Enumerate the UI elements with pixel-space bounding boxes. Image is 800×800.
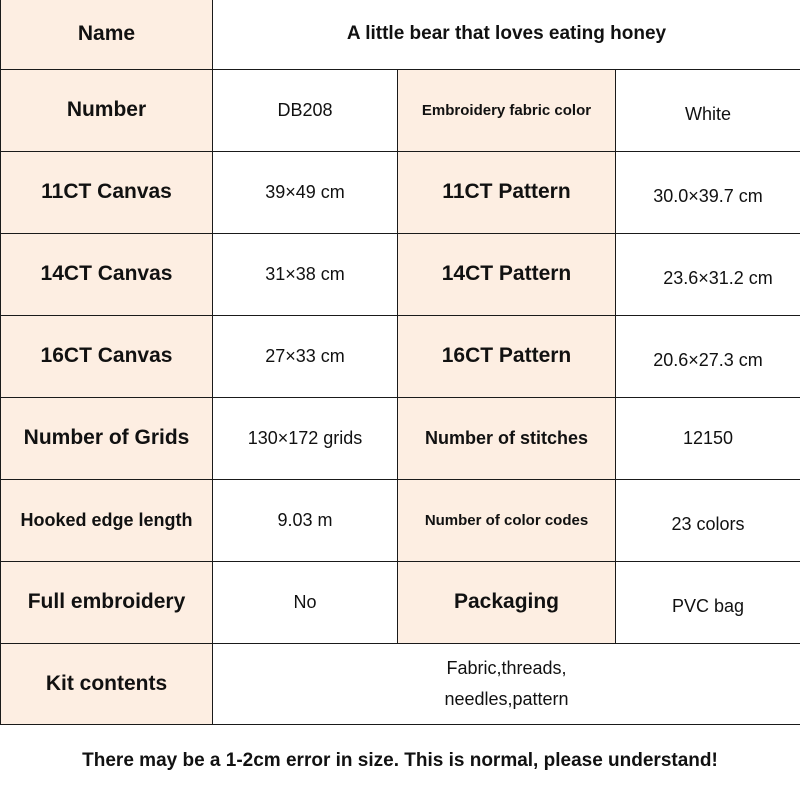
canvas-16ct-label: 16CT Canvas [1, 315, 213, 397]
canvas-16ct-value: 27×33 cm [213, 315, 398, 397]
edge-length-value: 9.03 m [213, 479, 398, 561]
name-value: A little bear that loves eating honey [213, 0, 800, 69]
row-14ct [1, 233, 800, 315]
grids-value: 130×172 grids [213, 397, 398, 479]
pattern-16ct-text: 20.6×27.3 cm [653, 349, 763, 370]
edge-length-label: Hooked edge length [1, 479, 213, 561]
name-label: Name [1, 0, 213, 69]
packaging-text: PVC bag [671, 595, 745, 616]
row-name [1, 0, 800, 69]
packaging-label: Packaging [398, 561, 616, 643]
full-embroidery-value: No [213, 561, 398, 643]
pattern-16ct-label: 16CT Pattern [398, 315, 616, 397]
number-label: Number [1, 69, 213, 151]
size-error-note: There may be a 1-2cm error in size. This is normal, please understand! [82, 750, 718, 771]
grids-label: Number of Grids [1, 397, 213, 479]
row-number [1, 69, 800, 151]
fabric-color-text: White [685, 103, 732, 124]
pattern-14ct-label: 14CT Pattern [398, 233, 616, 315]
pattern-14ct-value [616, 233, 800, 315]
row-16ct [1, 315, 800, 397]
canvas-11ct-value: 39×49 cm [213, 151, 398, 233]
pattern-11ct-value [616, 151, 800, 233]
kit-contents-value [213, 643, 800, 724]
pattern-16ct-value [616, 315, 800, 397]
pattern-14ct-text: 23.6×31.2 cm [663, 267, 773, 288]
kit-contents-label: Kit contents [1, 643, 213, 724]
kit-contents-line-2: needles,pattern [444, 688, 569, 709]
stitches-value: 12150 [616, 397, 800, 479]
row-kit-contents [1, 643, 800, 724]
stitches-label: Number of stitches [398, 397, 616, 479]
pattern-11ct-label: 11CT Pattern [398, 151, 616, 233]
kit-contents-line-1: Fabric,threads, [446, 657, 567, 678]
fabric-color-label: Embroidery fabric color [398, 69, 616, 151]
row-11ct [1, 151, 800, 233]
canvas-14ct-label: 14CT Canvas [1, 233, 213, 315]
color-codes-label: Number of color codes [398, 479, 616, 561]
packaging-value [616, 561, 800, 643]
row-edge [1, 479, 800, 561]
canvas-11ct-label: 11CT Canvas [1, 151, 213, 233]
color-codes-value [616, 479, 800, 561]
number-value: DB208 [213, 69, 398, 151]
fabric-color-value [616, 69, 800, 151]
row-full-embroidery [1, 561, 800, 643]
row-grids [1, 397, 800, 479]
color-codes-text: 23 colors [671, 513, 745, 534]
full-embroidery-label: Full embroidery [1, 561, 213, 643]
canvas-14ct-value: 31×38 cm [213, 233, 398, 315]
pattern-11ct-text: 30.0×39.7 cm [653, 185, 763, 206]
